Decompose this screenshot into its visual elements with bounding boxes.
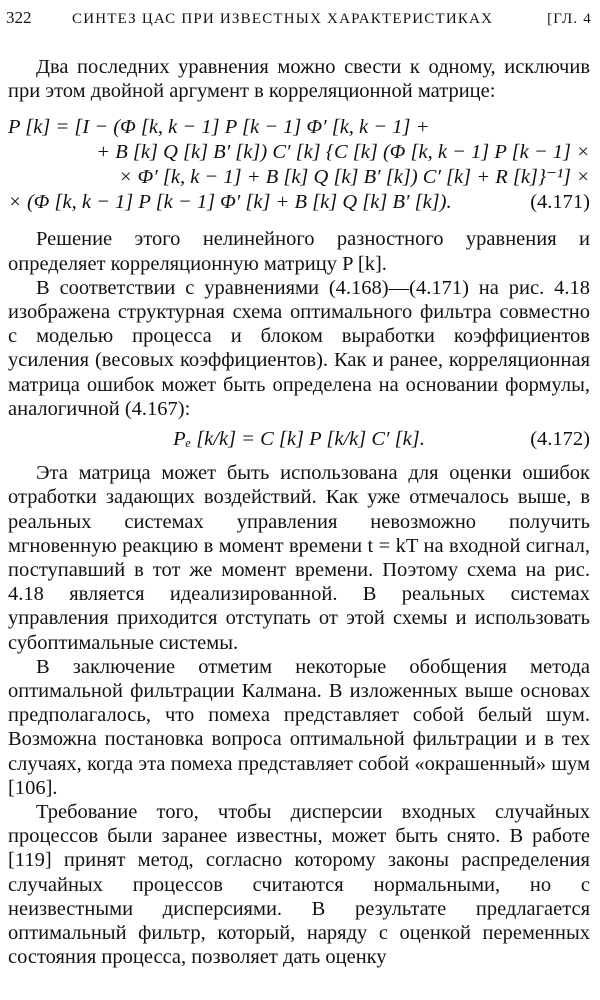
equation-4-171 — [8, 115, 590, 215]
running-title: СИНТЕЗ ЦАС ПРИ ИЗВЕСТНЫХ ХАРАКТЕРИСТИКАХ — [72, 11, 494, 27]
paragraph: В заключение отметим некоторые обобщения метода оптимальной фильтрации Калмана. В изложенных выше основах предполагалось, что помеха представляет собой белый шум. Возможна постановка вопроса оптимальной фильтрации и в тех случаях, когда эта помеха представляет собой «окрашенный» шум [106]. — [8, 655, 590, 799]
equation-4-172 — [8, 427, 590, 451]
paragraph: В соответствии с уравнениями (4.168)—(4.171) на рис. 4.18 изображена структурная схема оптимального фильтра совместно с моделью процесса и блоком выработки коэффициентов усиления (весовых коэффициентов). Как и ранее, корреляционная матрица ошибок может быть определена на основании формулы, аналогичной (4.167): — [8, 276, 590, 420]
equation-number: (4.171) — [530, 191, 590, 214]
paragraph: Требование того, чтобы дисперсии входных случайных процессов были заранее известны, может быть снято. В работе [119] принят метод, согласно которому законы распределения случайных процессов считаются нормальными, но с неизвестными дисперсиями. В результате предлагается оптимальный фильтр, который, наряду с оценкой переменных состояния процесса, позволяет дать оценку — [8, 801, 590, 969]
running-header — [6, 6, 592, 28]
equation-number: (4.172) — [530, 428, 590, 451]
equation-line: P [k] = [I − (Φ [k, k − 1] P [k − 1] Φ′ [k, k − 1] + — [8, 116, 430, 139]
equation-line: × (Φ [k, k − 1] P [k − 1] Φ′ [k] + B [k] Q [k] B′ [k]). — [8, 191, 452, 214]
paragraph: Эта матрица может быть использована для оценки ошибок отработки задающих воздействий. Как уже отмечалось выше, в реальных системах управления невозможно получить мгновенную реакцию в момент времени t = kT на входной сигнал, поступавший в тот же момент времени. Поэтому схема на рис. 4.18 является идеализированной. В реальных системах управления приходится отступать от этой схемы и использовать субоптимальные системы. — [8, 462, 590, 654]
paragraph: Решение этого нелинейного разностного уравнения и определяет корреляционную матрицу P [k]. — [8, 228, 590, 275]
page-number: 322 — [6, 8, 32, 27]
page-body — [8, 55, 590, 970]
equation-line: × Φ′ [k, k − 1] + B [k] Q [k] B′ [k]) C′ [k] + R [k]}⁻¹] × — [118, 166, 590, 189]
chapter-label: [ГЛ. 4 — [547, 11, 592, 27]
equation-formula: Pₑ [k/k] = C [k] P [k/k] C′ [k]. — [173, 428, 425, 451]
equation-line: + B [k] Q [k] B′ [k]) C′ [k] {C [k] (Φ [k, k − 1] P [k − 1] × — [96, 141, 590, 164]
paragraph: Два последних уравнения можно свести к одному, исключив при этом двойной аргумент в корреляционной матрице: — [8, 56, 590, 103]
